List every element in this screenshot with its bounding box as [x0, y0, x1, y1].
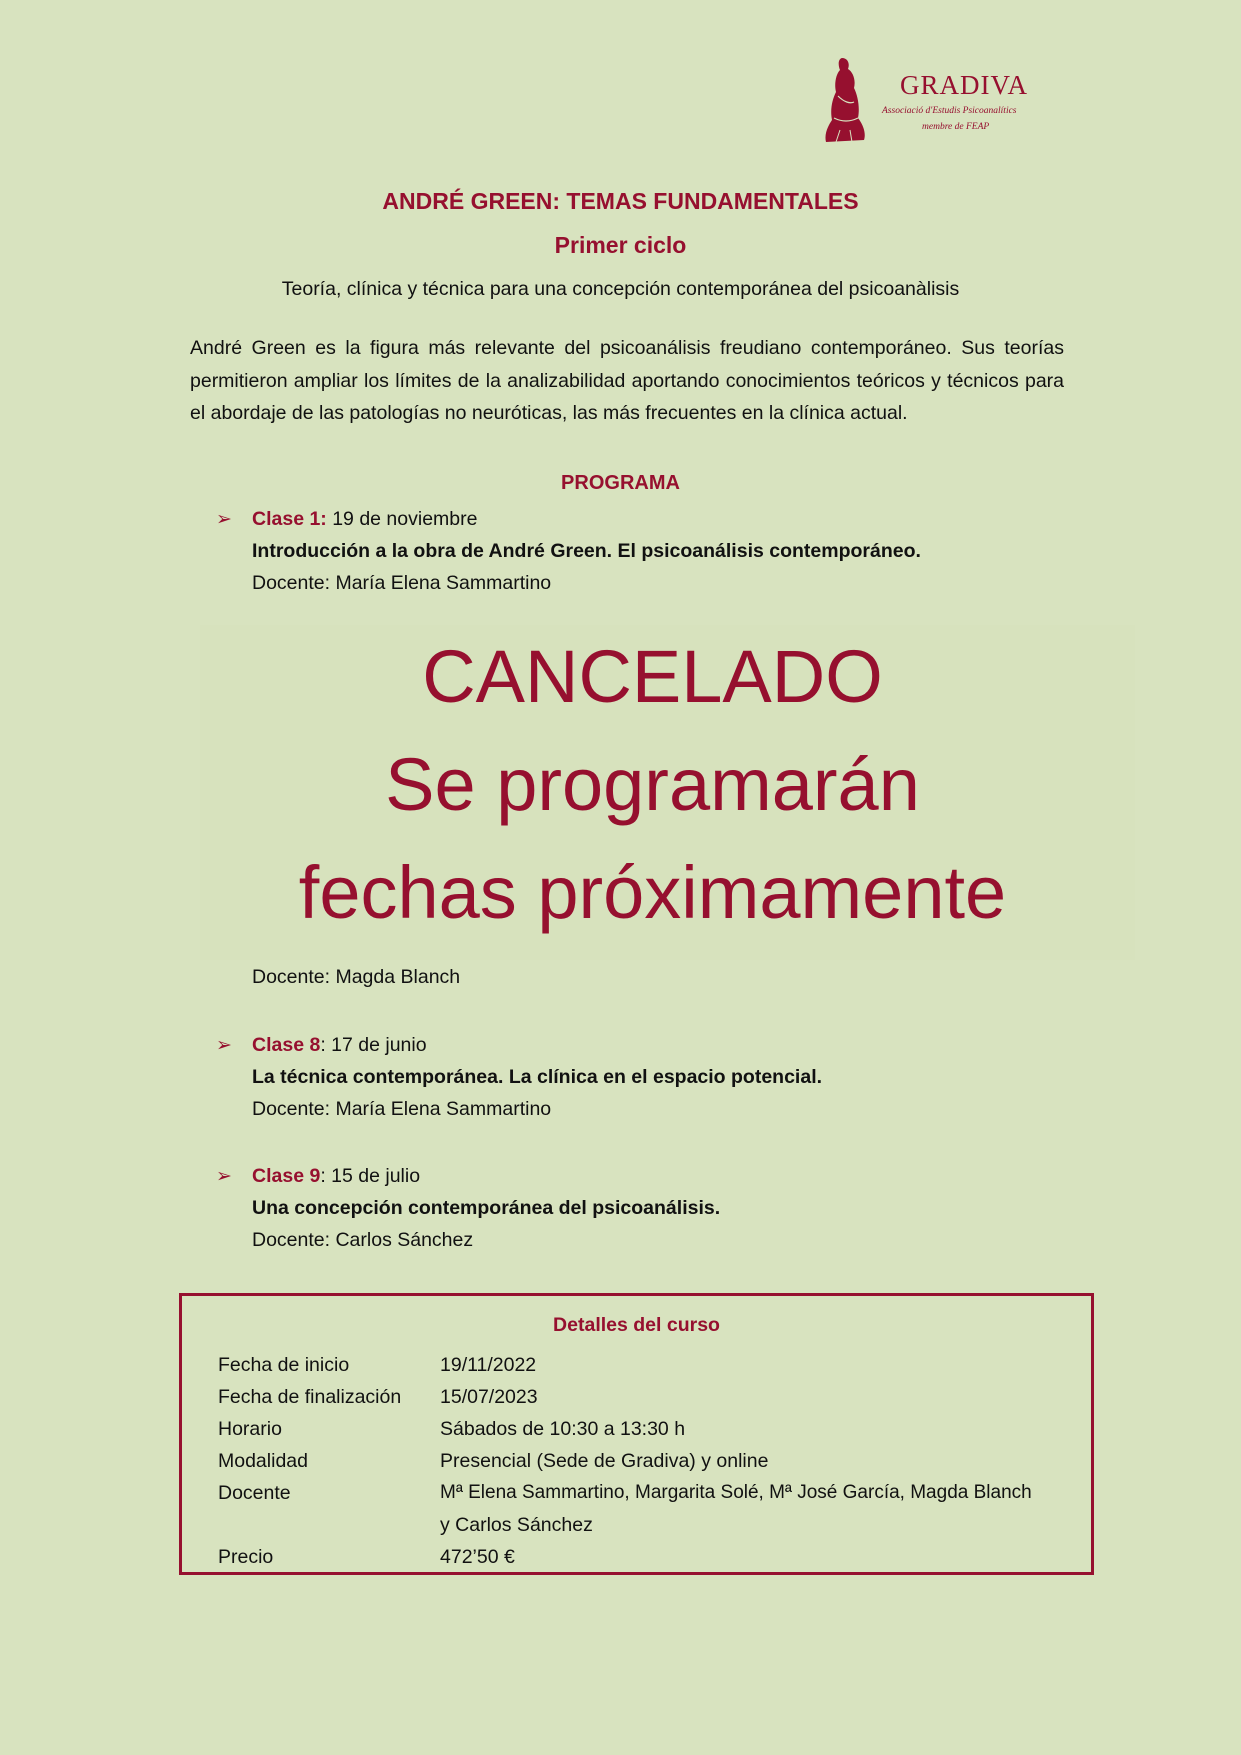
- details-label-start: Fecha de inicio: [218, 1354, 350, 1376]
- details-value-start: 19/11/2022: [440, 1354, 537, 1376]
- details-value-schedule: Sábados de 10:30 a 13:30 h: [440, 1418, 686, 1440]
- clase-label: Clase 9: [252, 1165, 321, 1187]
- logo-subtitle: Associació d'Estudis Psicoanalítics: [882, 106, 1017, 116]
- details-label-schedule: Horario: [218, 1418, 282, 1440]
- details-label-modality: Modalidad: [218, 1450, 308, 1472]
- clase-heading: [252, 1165, 420, 1188]
- course-details-box: [179, 1293, 1094, 1575]
- details-value-teachers-cont: y Carlos Sánchez: [440, 1514, 593, 1536]
- tagline: Teoría, clínica y técnica para una concepción contemporánea del psicoanàlisis: [281, 278, 960, 300]
- clase-docente: Docente: María Elena Sammartino: [252, 572, 552, 594]
- clase-heading: [252, 1034, 427, 1057]
- statue-figure-icon: [820, 56, 868, 144]
- details-value-modality: Presencial (Sede de Gradiva) y online: [440, 1450, 769, 1472]
- details-label-teachers: Docente: [218, 1482, 291, 1504]
- details-label-price: Precio: [218, 1546, 274, 1568]
- clase-docente: Docente: María Elena Sammartino: [252, 1098, 552, 1120]
- intro-paragraph: André Green es la figura más relevante del psicoanálisis freudiano contemporáneo. Sus teorías permitieron ampliar los límites de la analizabilidad aportando conocimientos teóricos y técnicos para el abordaje de las patologías no neuróticas, las más frecuentes en la clínica actual.: [190, 337, 1064, 424]
- cancel-line-reschedule: Se programarán: [385, 743, 920, 826]
- gradiva-logo: [820, 52, 1070, 147]
- arrowhead-bullet-icon: ➢: [216, 509, 232, 530]
- clase-label: Clase 1:: [252, 508, 327, 530]
- cancel-title: CANCELADO: [422, 635, 883, 718]
- programa-heading: PROGRAMA: [561, 472, 680, 494]
- details-value-teachers: Mª Elena Sammartino, Margarita Solé, Mª José García, Magda Blanch: [440, 1482, 1032, 1503]
- details-value-end: 15/07/2023: [440, 1386, 538, 1408]
- logo-subtitle-membership: membre de FEAP: [922, 122, 990, 132]
- cancel-line-dates: fechas próximamente: [298, 851, 1007, 934]
- page-subtitle: Primer ciclo: [554, 232, 687, 258]
- details-label-end: Fecha de finalización: [218, 1386, 402, 1408]
- clase-topic: Introducción a la obra de André Green. El psicoanálisis contemporáneo.: [252, 540, 921, 562]
- clase-date: : 15 de julio: [320, 1165, 421, 1187]
- clase-heading: [252, 508, 477, 531]
- page-title: ANDRÉ GREEN: TEMAS FUNDAMENTALES: [382, 188, 859, 214]
- arrowhead-bullet-icon: ➢: [216, 1166, 232, 1187]
- clase-date: : 17 de junio: [320, 1034, 427, 1056]
- details-value-price: 472’50 €: [440, 1546, 515, 1568]
- clase-docente: Docente: Carlos Sánchez: [252, 1229, 474, 1251]
- clase-label: Clase 8: [252, 1034, 321, 1056]
- clase-topic: La técnica contemporánea. La clínica en el espacio potencial.: [252, 1066, 823, 1088]
- clase-date: 19 de noviembre: [326, 508, 478, 530]
- clase-topic: Una concepción contemporánea del psicoanálisis.: [252, 1197, 721, 1219]
- clase-docente: Docente: Magda Blanch: [252, 966, 461, 988]
- arrowhead-bullet-icon: ➢: [216, 1035, 232, 1056]
- details-title: Detalles del curso: [553, 1314, 720, 1336]
- logo-name: GRADIVA: [900, 70, 1029, 100]
